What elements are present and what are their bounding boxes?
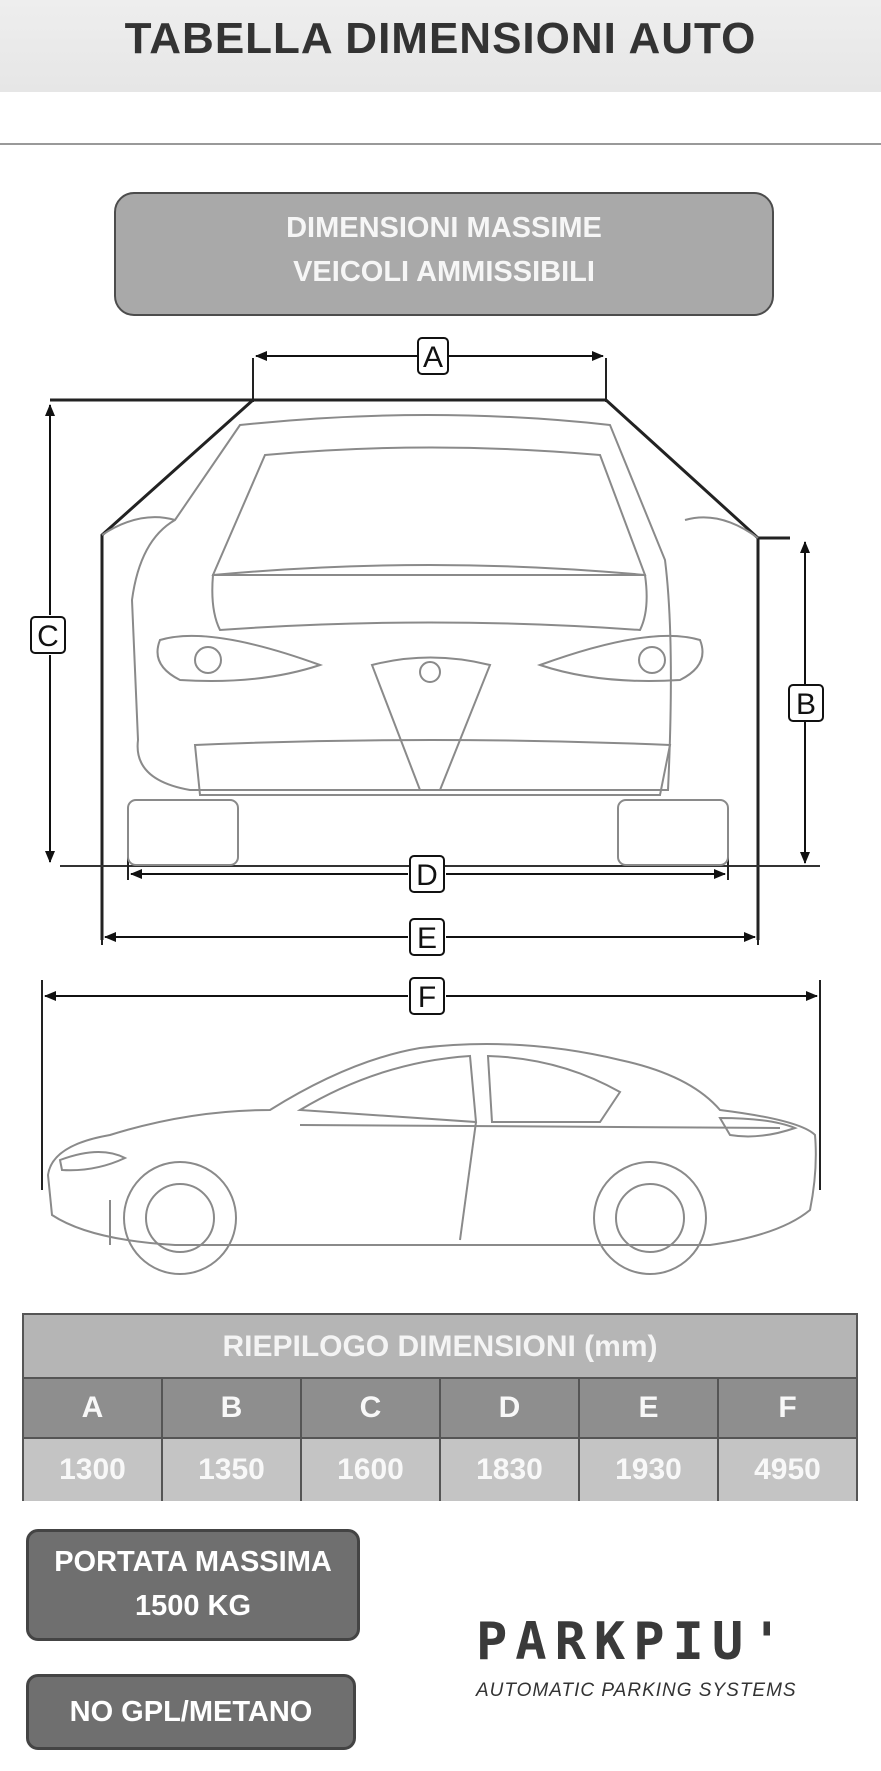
parkpiu-logo: [476, 1612, 836, 1702]
logo-tagline: AUTOMATIC PARKING SYSTEMS: [476, 1680, 797, 1701]
table-values-row: [24, 1439, 856, 1501]
dimension-f: [42, 978, 820, 1190]
max-dimensions-box: [114, 192, 774, 316]
header-cell-c: C: [302, 1379, 441, 1437]
divider: [0, 143, 881, 145]
car-front-view: [102, 415, 758, 865]
no-gpl-badge: NO GPL/METANO: [26, 1674, 356, 1750]
dim-label-a: A: [422, 341, 444, 374]
max-load-value: 1500 KG: [134, 1590, 252, 1622]
max-load-label: PORTATA MASSIMA: [54, 1546, 332, 1578]
max-dimensions-line2: VEICOLI AMMISSIBILI: [293, 256, 595, 288]
dimension-d: [128, 820, 728, 892]
dim-label-c: C: [37, 620, 59, 653]
car-side-view: [48, 1044, 816, 1274]
dim-label-e: E: [416, 922, 438, 955]
table-header-row: [24, 1379, 856, 1439]
header-cell-f: F: [778, 1391, 797, 1424]
dimension-e: [102, 919, 758, 955]
car-dimension-drawing: [0, 320, 881, 1300]
value-cell-e: 1930: [580, 1439, 719, 1501]
value-cell-f: 4950: [754, 1453, 821, 1486]
dim-label-d: D: [416, 859, 438, 892]
header-cell-e: E: [580, 1379, 719, 1437]
page-title: TABELLA DIMENSIONI AUTO: [124, 14, 757, 63]
dim-label-f: F: [417, 981, 437, 1014]
value-cell-c: 1600: [302, 1439, 441, 1501]
logo-wordmark: PARKPIU': [476, 1612, 791, 1672]
value-cell-d: 1830: [441, 1439, 580, 1501]
max-dimensions-line1: DIMENSIONI MASSIME: [286, 212, 602, 244]
dimension-c: [31, 405, 65, 862]
value-cell-a: 1300: [24, 1439, 163, 1501]
dim-label-b: B: [795, 688, 817, 721]
dimension-a: [253, 338, 606, 402]
max-load-badge: [26, 1529, 360, 1641]
dimension-b: [789, 542, 823, 863]
value-cell-b: 1350: [163, 1439, 302, 1501]
header-cell-a: A: [24, 1379, 163, 1437]
summary-title: RIEPILOGO DIMENSIONI (mm): [24, 1315, 856, 1379]
header-cell-d: D: [441, 1379, 580, 1437]
header-cell-b: B: [163, 1379, 302, 1437]
dimensions-summary-table: [22, 1313, 858, 1501]
